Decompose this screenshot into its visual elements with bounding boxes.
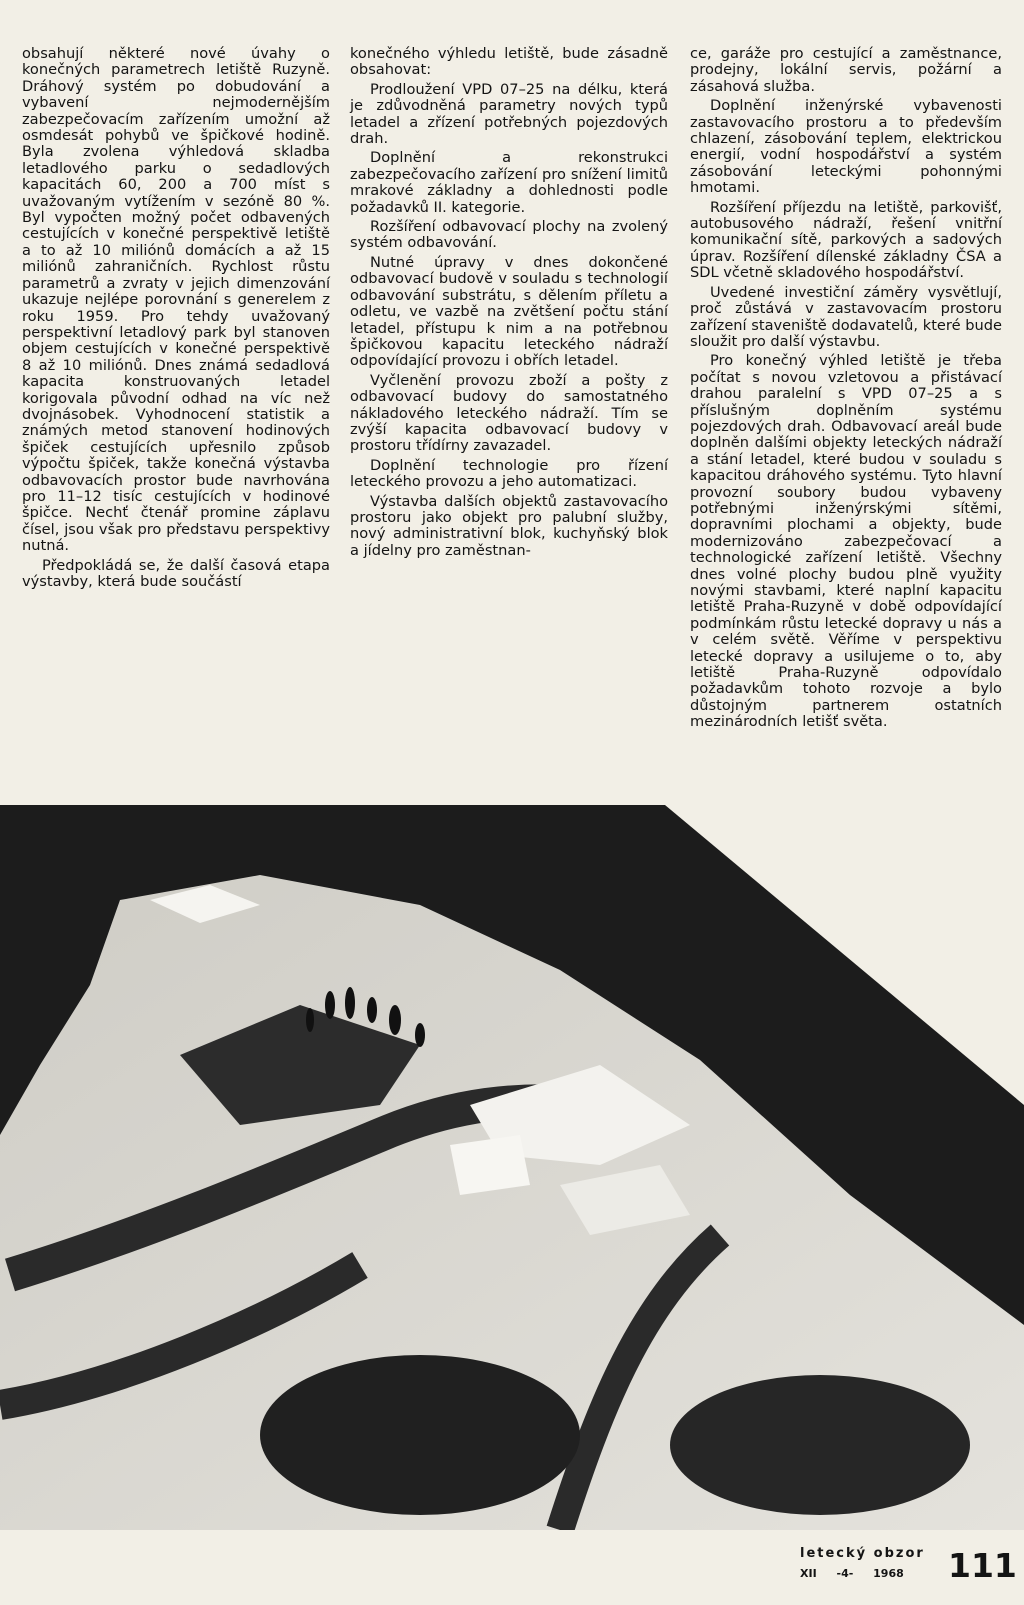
paragraph: Rozšíření odbavovací plochy na zvolený systém odbavování.: [350, 218, 668, 252]
paragraph: Nutné úpravy v dnes dokončené odbavovací budově v souladu s technologií odbavování substrátu, s dělením příletu a odletu, ve vazbě na zvětšení počtu stání letadel, přístupu k nim a na potřebnou špičkovou kapacitu leteckého nádraží odpovídající provozu i obřích letadel.: [350, 253, 668, 370]
paragraph: Pro konečný výhled letiště je třeba počítat s novou vzletovou a přistávací drahou paralelní s VPD 07–25 a s příslušným doplněním systému pojezdových drah. Odbavovací areál bude doplněn dalšími objekty leteckých nádraží a stání letadel, které budou v souladu s kapacitou dráhového systému. Tyto hlavní provozní soubory budou vybaveny potřebnými inženýrskými sítěmi, dopravními plochami a objekty, bude modernizováno zabezpečovací a technologické zařízení letiště. Všechny dnes volné plochy budou plně využity novými stavbami, které naplní kapacitu letiště Praha-Ruzyně v době odpovídající podmínkám růstu letecké dopravy u nás a v celém světě. Věříme v perspektivu letecké dopravy a usilujeme o to, aby letiště Praha-Ruzyně odpovídalo požadavkům tohoto rozvoje a bylo důstojným partnerem ostatních mezinárodních letišť světa.: [690, 352, 1002, 731]
issue-number: -4-: [836, 1567, 854, 1580]
hangar-model: [450, 1135, 530, 1195]
paragraph: Rozšíření příjezdu na letiště, parkovišť, autobusového nádraží, řešení vnitřní komunikační sítě, parkových a sadových úprav. Rozšíření dílenské základny ČSA a SDL včetně skladového hospodářství.: [690, 198, 1002, 282]
paragraph: konečného výhledu letiště, bude zásadně obsahovat:: [350, 45, 668, 79]
magazine-title: letecký obzor: [800, 1546, 925, 1561]
paragraph: Uvedené investiční záměry vysvětlují, proč zůstává v zastavovacím prostoru zařízení staveniště dodavatelů, které bude sloužit pro další výstavbu.: [690, 283, 1002, 350]
issue-year: 1968: [873, 1567, 904, 1580]
paragraph: Výstavba dalších objektů zastavovacího prostoru jako objekt pro palubní služby, nový administrativní blok, kuchyňský blok a jídelny pro zaměstnan-: [350, 492, 668, 559]
page-number: 111: [948, 1546, 1017, 1585]
volume-number: XII: [800, 1567, 817, 1580]
paragraph: Vyčlenění provozu zboží a pošty z odbavovací budovy do samostatného nákladového leteckého nádraží. Tím se zvýší kapacita odbavovací budovy v prostoru třídírny zavazadel.: [350, 371, 668, 455]
paragraph: obsahují některé nové úvahy o konečných parametrech letiště Ruzyně. Dráhový systém po dobudování a vybavení nejmodernějším zabezpečovacím zařízením umožní až osmdesát pohybů ve špičkové hodině. Byla zvolena výhledová skladba letadlového parku o sedadlových kapacitách 60, 200 a 700 míst s uvažovaným vytížením v sezóně 80 %. Byl vypočten možný počet odbavených cestujících v konečné perspektivě letiště a to až 10 miliónů domácích a až 15 miliónů zahraničních. Rychlost růstu parametrů a zvraty v jejich dimenzování ukazuje nejlépe porovnání s generelem z roku 1959. Pro tehdy uvažovaný perspektivní letadlový park byl stanoven objem cestujících v konečné perspektivě 8 až 10 miliónů. Dnes známá sedadlová kapacita konstruovaných letadel korigovala původní odhad na víc než dvojnásobek. Vyhodnocení statistik a známých metod stanovení hodinových špiček cestujících upřesnilo způsob výpočtu špiček, takže konečná výstavba odbavovacích prostor bude navrhována pro 11–12 tisíc cestujících v hodinové špičce. Nechť čtenář promine záplavu čísel, jsou však pro představu perspektivy nutná.: [22, 45, 330, 555]
paragraph: ce, garáže pro cestující a zaměstnance, prodejny, lokální servis, požární a zásahová služba.: [690, 45, 1002, 95]
text-column-3: [690, 46, 1002, 734]
parking-area: [670, 1375, 970, 1515]
paragraph: Prodloužení VPD 07–25 na délku, která je zdůvodněná parametry nových typů letadel a zřízení potřebných pojezdových drah.: [350, 80, 668, 148]
airport-model-photo: [0, 805, 1024, 1530]
text-column-1: [22, 46, 330, 593]
paragraph: Doplnění technologie pro řízení leteckého provozu a jeho automatizaci.: [350, 456, 668, 491]
paragraph: Doplnění inženýrské vybavenosti zastavovacího prostoru a to především chlazení, zásobování teplem, elektrickou energií, vodní hospodářství a systém zásobování leteckými pohonnými hmotami.: [690, 97, 1002, 197]
apron-area: [260, 1355, 580, 1515]
page-footer: [800, 1546, 1017, 1592]
paragraph: Předpokládá se, že další časová etapa výstavby, která bude součástí: [22, 556, 330, 590]
issue-info: [800, 1567, 920, 1580]
paragraph: Doplnění a rekonstrukci zabezpečovacího zařízení pro snížení limitů mrakové základny a dohlednosti podle požadavků II. kategorie.: [350, 149, 668, 216]
text-column-2: [350, 46, 668, 562]
